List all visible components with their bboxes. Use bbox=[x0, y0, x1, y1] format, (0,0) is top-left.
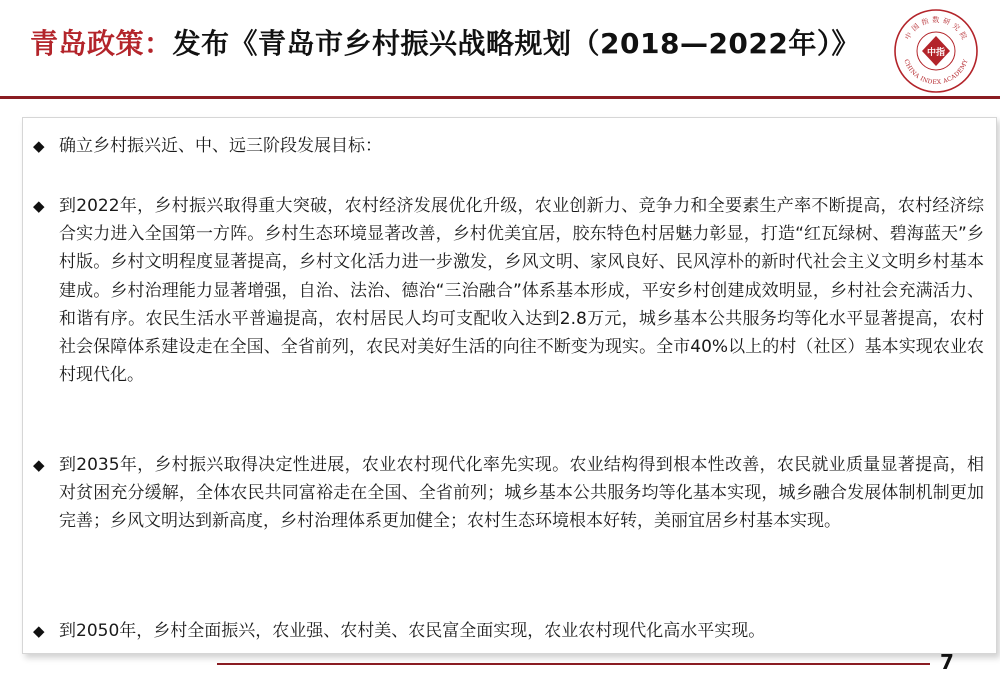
content-panel bbox=[22, 117, 997, 654]
slide-title bbox=[30, 22, 860, 62]
bullet-goal-overview bbox=[33, 132, 984, 160]
diamond-bullet-icon: ◆ bbox=[33, 197, 45, 215]
diamond-bullet-icon: ◆ bbox=[33, 456, 45, 474]
header-divider bbox=[0, 96, 1000, 99]
bullet-text: 到2050年，乡村全面振兴，农业强、农村美、农民富全面实现，农业农村现代化高水平实现。 bbox=[59, 621, 766, 641]
logo-bottom-text: CHINA INDEX ACADEMY bbox=[902, 58, 970, 87]
bullet-text: 确立乡村振兴近、中、远三阶段发展目标： bbox=[59, 136, 382, 156]
diamond-bullet-icon: ◆ bbox=[33, 622, 45, 640]
footer-divider bbox=[217, 663, 930, 665]
bullet-text: 到2022年，乡村振兴取得重大突破，农村经济发展优化升级，农业创新力、竞争力和全要素生产率不断提高，农村经济综合实力进入全国第一方阵。乡村生态环境显著改善，乡村优美宜居，胶东特色村居魅力彰显，打造“红瓦绿树、碧海蓝天”乡村版。乡村文明程度显著提高，乡村文化活力进一步激发，乡风文明、家风良好、民风淳朴的新时代社会主义文明乡村基本建成。乡村治理能力显著增强，自治、法治、德治“三治融合”体系基本形成，平安乡村创建成效明显，乡村社会充满活力、和谐有序。农民生活水平普遍提高，农村居民人均可支配收入达到2.8万元，城乡基本公共服务均等化水平显著提高，农村社会保障体系建设走在全国、全省前列，农民对美好生活的向往不断变为现实。全市40%以上的村（社区）基本实现农业农村现代化。 bbox=[59, 196, 984, 386]
bullet-goal-2035 bbox=[33, 451, 984, 536]
page-number: 7 bbox=[940, 650, 954, 674]
bullet-goal-2022 bbox=[33, 192, 984, 389]
logo-top-text: 中 国 指 数 研 究 院 bbox=[903, 16, 969, 42]
china-index-academy-logo bbox=[893, 8, 979, 94]
diamond-bullet-icon: ◆ bbox=[33, 137, 45, 155]
slide-header bbox=[0, 0, 1000, 96]
title-main: 发布《青岛市乡村振兴战略规划（2018—2022年）》 bbox=[172, 27, 860, 60]
bullet-text: 到2035年，乡村振兴取得决定性进展，农业农村现代化率先实现。农业结构得到根本性改善，农民就业质量显著提高，相对贫困充分缓解，全体农民共同富裕走在全国、全省前列；城乡基本公共服务均等化基本实现，城乡融合发展体制机制更加完善；乡风文明达到新高度，乡村治理体系更加健全；农村生态环境根本好转，美丽宜居乡村基本实现。 bbox=[59, 455, 984, 532]
title-tag: 青岛政策： bbox=[30, 27, 173, 60]
logo-center-mark: 中指 bbox=[926, 48, 946, 58]
bullet-goal-2050 bbox=[33, 617, 984, 645]
